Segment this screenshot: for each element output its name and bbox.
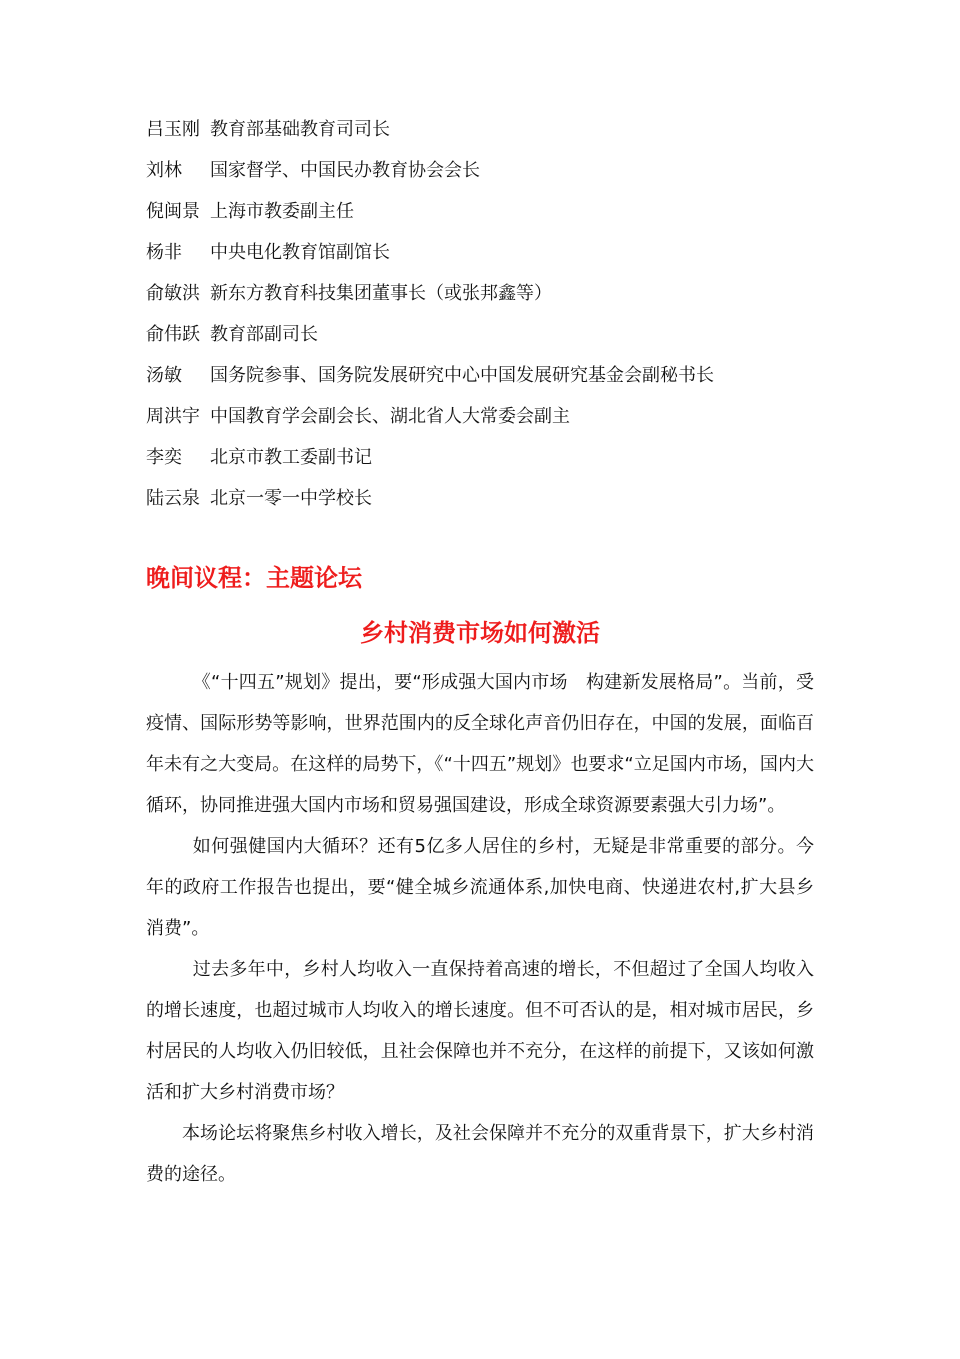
speaker-name: 俞敏洪 (146, 283, 200, 304)
speaker-row (146, 155, 846, 196)
speaker-row (146, 483, 846, 524)
forum-description (146, 662, 814, 1195)
speaker-name: 汤敏 (146, 365, 182, 386)
speaker-name: 杨非 (146, 242, 182, 263)
speaker-role: 教育部副司长 (210, 324, 318, 345)
forum-title: 乡村消费市场如何激活 (360, 619, 600, 647)
section-title: 晚间议程：主题论坛 (146, 564, 362, 592)
speaker-role: 教育部基础教育司司长 (210, 119, 390, 140)
speaker-role: 北京一零一中学校长 (210, 488, 372, 509)
paragraph: 本场论坛将聚焦乡村收入增长，及社会保障并不充分的双重背景下，扩大乡村消费的途径。 (146, 1123, 814, 1185)
speaker-row (146, 442, 846, 483)
speaker-name: 刘林 (146, 160, 182, 181)
speaker-name: 陆云泉 (146, 488, 200, 509)
speaker-row (146, 114, 846, 155)
speaker-role: 中央电化教育馆副馆长 (210, 242, 390, 263)
speaker-row (146, 401, 846, 442)
speaker-row (146, 278, 846, 319)
speaker-name: 吕玉刚 (146, 119, 200, 140)
speaker-role: 中国教育学会副会长、湖北省人大常委会副主 (210, 406, 570, 427)
speaker-row (146, 196, 846, 237)
speaker-role: 国家督学、中国民办教育协会会长 (210, 160, 480, 181)
speaker-row (146, 360, 846, 401)
speaker-name: 周洪宇 (146, 406, 200, 427)
speaker-role: 新东方教育科技集团董事长（或张邦鑫等） (210, 283, 552, 304)
speaker-row (146, 319, 846, 360)
paragraph: 《“十四五”规划》提出，要“形成强大国内市场 构建新发展格局”。当前，受疫情、国际形势等影响，世界范围内的反全球化声音仍旧存在，中国的发展，面临百年未有之大变局。在这样的局势下，《“十四五”规划》也要求“立足国内市场，国内大循环，协同推进强大国内市场和贸易强国建设，形成全球资源要素强大引力场”。 (146, 672, 814, 816)
speaker-role: 北京市教工委副书记 (210, 447, 372, 468)
speaker-list (146, 114, 846, 524)
speaker-role: 国务院参事、国务院发展研究中心中国发展研究基金会副秘书长 (210, 365, 714, 386)
speaker-name: 俞伟跃 (146, 324, 200, 345)
speaker-name: 李奕 (146, 447, 182, 468)
speaker-name: 倪闽景 (146, 201, 200, 222)
paragraph: 如何强健国内大循环？还有5亿多人居住的乡村，无疑是非常重要的部分。今年的政府工作报告也提出，要“健全城乡流通体系,加快电商、快递进农村,扩大县乡消费”。 (146, 836, 814, 939)
speaker-row (146, 237, 846, 278)
speaker-role: 上海市教委副主任 (210, 201, 354, 222)
paragraph: 过去多年中，乡村人均收入一直保持着高速的增长，不但超过了全国人均收入的增长速度，也超过城市人均收入的增长速度。但不可否认的是，相对城市居民，乡村居民的人均收入仍旧较低，且社会保障也并不充分，在这样的前提下，又该如何激活和扩大乡村消费市场？ (146, 959, 814, 1103)
